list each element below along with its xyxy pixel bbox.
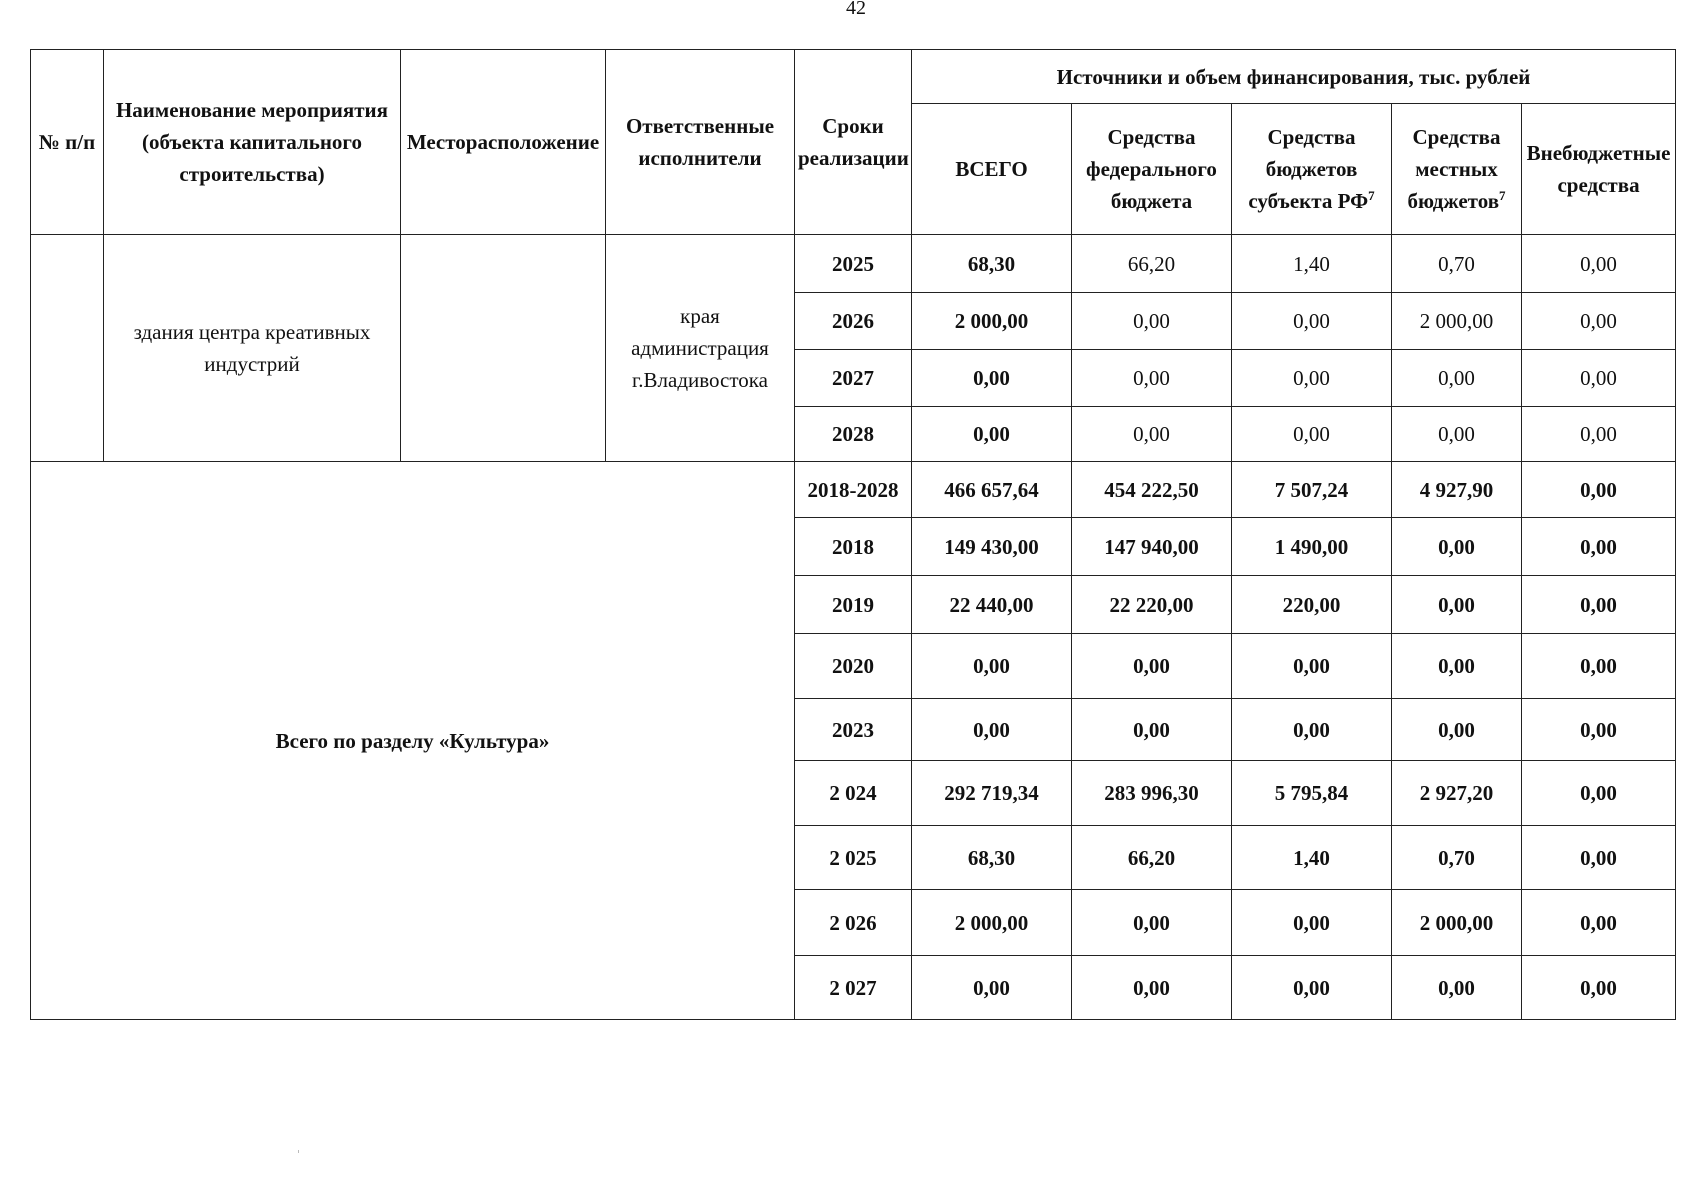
regional-cell: 0,00 — [1232, 407, 1392, 462]
section-total-label: Всего по разделу «Культура» — [31, 462, 795, 1020]
financing-table — [30, 49, 1676, 1020]
regional-cell: 0,00 — [1232, 956, 1392, 1020]
federal-cell: 0,00 — [1072, 699, 1232, 761]
regional-cell: 0,00 — [1232, 293, 1392, 350]
project-location — [401, 235, 606, 462]
extra-cell: 0,00 — [1522, 634, 1676, 699]
total-cell: 2 000,00 — [912, 293, 1072, 350]
table-row — [31, 462, 1676, 518]
federal-cell: 0,00 — [1072, 956, 1232, 1020]
federal-cell: 0,00 — [1072, 293, 1232, 350]
year-cell: 2018-2028 — [795, 462, 912, 518]
header-location: Месторасположение — [401, 50, 606, 235]
table-row — [31, 235, 1676, 293]
federal-cell: 0,00 — [1072, 350, 1232, 407]
local-cell: 4 927,90 — [1392, 462, 1522, 518]
total-cell: 68,30 — [912, 235, 1072, 293]
project-executors: края администрация г.Владивостока — [606, 235, 795, 462]
header-local-footnote: 7 — [1499, 188, 1506, 203]
extra-cell: 0,00 — [1522, 890, 1676, 956]
total-cell: 0,00 — [912, 956, 1072, 1020]
federal-cell: 0,00 — [1072, 890, 1232, 956]
local-cell: 0,70 — [1392, 826, 1522, 890]
total-cell: 149 430,00 — [912, 518, 1072, 576]
extra-cell: 0,00 — [1522, 699, 1676, 761]
local-cell: 2 927,20 — [1392, 761, 1522, 826]
extra-cell: 0,00 — [1522, 407, 1676, 462]
federal-cell: 147 940,00 — [1072, 518, 1232, 576]
year-cell: 2026 — [795, 293, 912, 350]
extra-cell: 0,00 — [1522, 761, 1676, 826]
regional-cell: 220,00 — [1232, 576, 1392, 634]
project-num — [31, 235, 104, 462]
federal-cell: 0,00 — [1072, 634, 1232, 699]
header-extrabudget: Внебюджетные средства — [1522, 104, 1676, 235]
regional-cell: 0,00 — [1232, 634, 1392, 699]
year-cell: 2028 — [795, 407, 912, 462]
federal-cell: 283 996,30 — [1072, 761, 1232, 826]
federal-cell: 22 220,00 — [1072, 576, 1232, 634]
local-cell: 0,00 — [1392, 634, 1522, 699]
regional-cell: 1,40 — [1232, 235, 1392, 293]
year-cell: 2 026 — [795, 890, 912, 956]
project-name: здания центра креативных индустрий — [104, 235, 401, 462]
header-total: ВСЕГО — [912, 104, 1072, 235]
extra-cell: 0,00 — [1522, 576, 1676, 634]
total-cell: 2 000,00 — [912, 890, 1072, 956]
total-cell: 68,30 — [912, 826, 1072, 890]
year-cell: 2019 — [795, 576, 912, 634]
year-cell: 2 024 — [795, 761, 912, 826]
header-num: № п/п — [31, 50, 104, 235]
year-cell: 2023 — [795, 699, 912, 761]
total-cell: 0,00 — [912, 634, 1072, 699]
regional-cell: 5 795,84 — [1232, 761, 1392, 826]
header-regional — [1232, 104, 1392, 235]
header-federal: Средства федерального бюджета — [1072, 104, 1232, 235]
year-cell: 2 025 — [795, 826, 912, 890]
regional-cell: 1,40 — [1232, 826, 1392, 890]
local-cell: 0,00 — [1392, 407, 1522, 462]
total-cell: 0,00 — [912, 350, 1072, 407]
scan-speck — [298, 1150, 299, 1153]
local-cell: 0,00 — [1392, 350, 1522, 407]
federal-cell: 66,20 — [1072, 235, 1232, 293]
extra-cell: 0,00 — [1522, 462, 1676, 518]
extra-cell: 0,00 — [1522, 293, 1676, 350]
header-regional-text: Средства бюджетов субъекта РФ — [1248, 125, 1369, 213]
total-cell: 466 657,64 — [912, 462, 1072, 518]
table-header — [31, 50, 1676, 235]
total-cell: 0,00 — [912, 699, 1072, 761]
local-cell: 2 000,00 — [1392, 890, 1522, 956]
header-name: Наименование мероприятия (объекта капитального строительства) — [104, 50, 401, 235]
header-executors: Ответственные исполнители — [606, 50, 795, 235]
local-cell: 0,00 — [1392, 576, 1522, 634]
local-cell: 0,00 — [1392, 956, 1522, 1020]
regional-cell: 0,00 — [1232, 350, 1392, 407]
year-cell: 2025 — [795, 235, 912, 293]
year-cell: 2018 — [795, 518, 912, 576]
local-cell: 0,00 — [1392, 518, 1522, 576]
extra-cell: 0,00 — [1522, 826, 1676, 890]
local-cell: 2 000,00 — [1392, 293, 1522, 350]
year-cell: 2 027 — [795, 956, 912, 1020]
total-cell: 292 719,34 — [912, 761, 1072, 826]
year-cell: 2027 — [795, 350, 912, 407]
extra-cell: 0,00 — [1522, 956, 1676, 1020]
extra-cell: 0,00 — [1522, 350, 1676, 407]
header-regional-footnote: 7 — [1368, 188, 1375, 203]
year-cell: 2020 — [795, 634, 912, 699]
federal-cell: 454 222,50 — [1072, 462, 1232, 518]
header-local — [1392, 104, 1522, 235]
total-cell: 0,00 — [912, 407, 1072, 462]
regional-cell: 1 490,00 — [1232, 518, 1392, 576]
total-cell: 22 440,00 — [912, 576, 1072, 634]
federal-cell: 66,20 — [1072, 826, 1232, 890]
federal-cell: 0,00 — [1072, 407, 1232, 462]
page-number: 42 — [846, 0, 866, 14]
local-cell: 0,70 — [1392, 235, 1522, 293]
header-sources-group: Источники и объем финансирования, тыс. рублей — [912, 50, 1676, 104]
extra-cell: 0,00 — [1522, 518, 1676, 576]
table-body — [31, 235, 1676, 1020]
regional-cell: 0,00 — [1232, 699, 1392, 761]
regional-cell: 7 507,24 — [1232, 462, 1392, 518]
header-period: Сроки реализации — [795, 50, 912, 235]
local-cell: 0,00 — [1392, 699, 1522, 761]
regional-cell: 0,00 — [1232, 890, 1392, 956]
header-local-text: Средства местных бюджетов — [1407, 125, 1501, 213]
extra-cell: 0,00 — [1522, 235, 1676, 293]
